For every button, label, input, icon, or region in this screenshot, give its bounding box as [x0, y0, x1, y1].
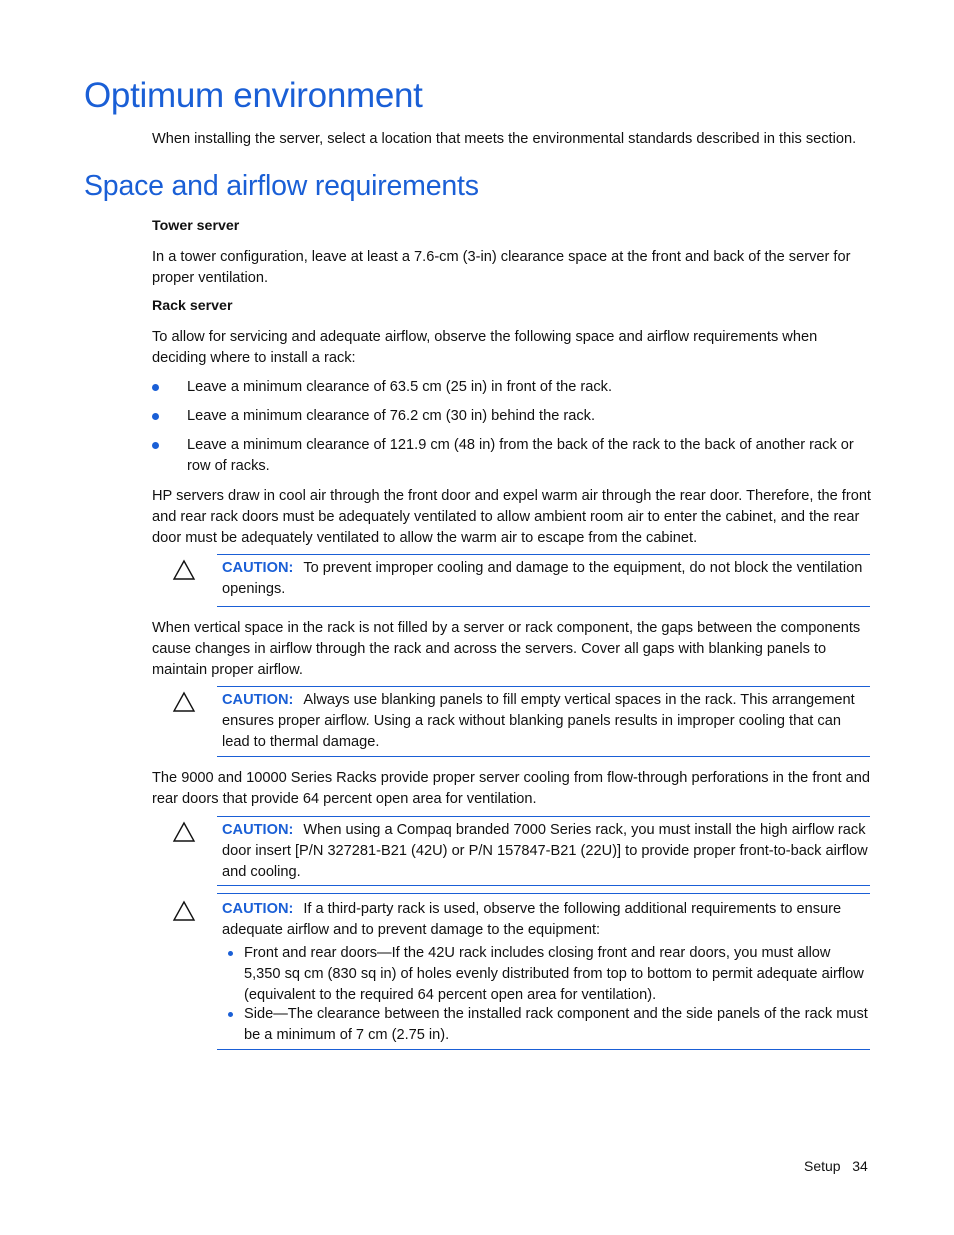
- list-item-text: Side—The clearance between the installed rack component and the side panels of the rack must be a minimum of 7 cm (2.75 in).: [244, 1006, 868, 1043]
- bullet-icon: [152, 413, 159, 420]
- list-item-text: Leave a minimum clearance of 63.5 cm (25 in) in front of the rack.: [187, 379, 613, 395]
- caution-label: CAUTION:: [222, 822, 294, 838]
- caution-box: [217, 554, 870, 607]
- caution-box: [217, 816, 870, 886]
- intro-paragraph: When installing the server, select a location that meets the environmental standards described in this section.: [152, 131, 857, 147]
- page-title: Optimum environment: [84, 76, 423, 115]
- caution-body: To prevent improper cooling and damage to the equipment, do not block the ventilation openings.: [222, 560, 863, 597]
- caution-body: If a third-party rack is used, observe the following additional requirements to ensure adequate airflow and to prevent damage to the equipment:: [222, 901, 842, 938]
- caution-box: [217, 686, 870, 757]
- caution-label: CAUTION:: [222, 692, 294, 708]
- footer-section: Setup: [804, 1158, 841, 1174]
- rack-server-intro: To allow for servicing and adequate airflow, observe the following space and airflow requirements when deciding where to install a rack:: [152, 329, 818, 366]
- bullet-icon: [228, 951, 233, 956]
- list-item-text: Leave a minimum clearance of 76.2 cm (30 in) behind the rack.: [187, 408, 596, 424]
- bullet-icon: [152, 442, 159, 449]
- caution-text: [222, 558, 868, 600]
- caution-text: [222, 820, 868, 882]
- caution-label: CAUTION:: [222, 560, 294, 576]
- warning-triangle-icon: [172, 821, 196, 843]
- bullet-icon: [152, 384, 159, 391]
- doors-paragraph: HP servers draw in cool air through the front door and expel warm air through the rear door. Therefore, the front and rear rack doors must be adequately ventilated to allow ambient room air to enter the cabinet, and the rear door must be adequately ventilated to allow the warm air to escape from the cabinet.: [152, 488, 871, 546]
- warning-triangle-icon: [172, 691, 196, 713]
- rack-server-heading: Rack server: [152, 298, 233, 314]
- caution-body: Always use blanking panels to fill empty vertical spaces in the rack. This arrangement ensures proper airflow. Using a rack without blanking panels results in improper cooling that can lead to thermal damage.: [222, 692, 855, 750]
- series-paragraph: The 9000 and 10000 Series Racks provide proper server cooling from flow-through perforations in the front and rear doors that provide 64 percent open area for ventilation.: [152, 770, 870, 807]
- caution-label: CAUTION:: [222, 901, 294, 917]
- tower-server-text: In a tower configuration, leave at least a 7.6-cm (3-in) clearance space at the front and back of the server for proper ventilation.: [152, 249, 851, 286]
- caution-text: [222, 690, 868, 752]
- caution-body: When using a Compaq branded 7000 Series rack, you must install the high airflow rack door insert [P/N 327281-B21 (42U) or P/N 157847-B21 (22U)] to provide proper front-to-back airflow and cooling.: [222, 822, 868, 880]
- caution-box: [217, 893, 870, 1050]
- warning-triangle-icon: [172, 900, 196, 922]
- section-title: Space and airflow requirements: [84, 170, 479, 202]
- tower-server-heading: Tower server: [152, 218, 240, 234]
- page-number: 34: [852, 1158, 868, 1174]
- gaps-paragraph: When vertical space in the rack is not filled by a server or rack component, the gaps between the components cause changes in airflow through the rack and across the servers. Cover all gaps with blanking panels to maintain proper airflow.: [152, 620, 861, 678]
- warning-triangle-icon: [172, 559, 196, 581]
- bullet-icon: [228, 1012, 233, 1017]
- list-item-text: Leave a minimum clearance of 121.9 cm (48 in) from the back of the rack to the back of another rack or row of racks.: [187, 437, 854, 474]
- list-item-text: Front and rear doors—If the 42U rack includes closing front and rear doors, you must allow 5,350 sq cm (830 sq in) of holes evenly distributed from top to bottom to permit adequate airflow (equivalent to the required 64 percent open area for ventilation).: [244, 945, 864, 1003]
- page-footer: [804, 1158, 868, 1174]
- caution-text: [222, 899, 868, 941]
